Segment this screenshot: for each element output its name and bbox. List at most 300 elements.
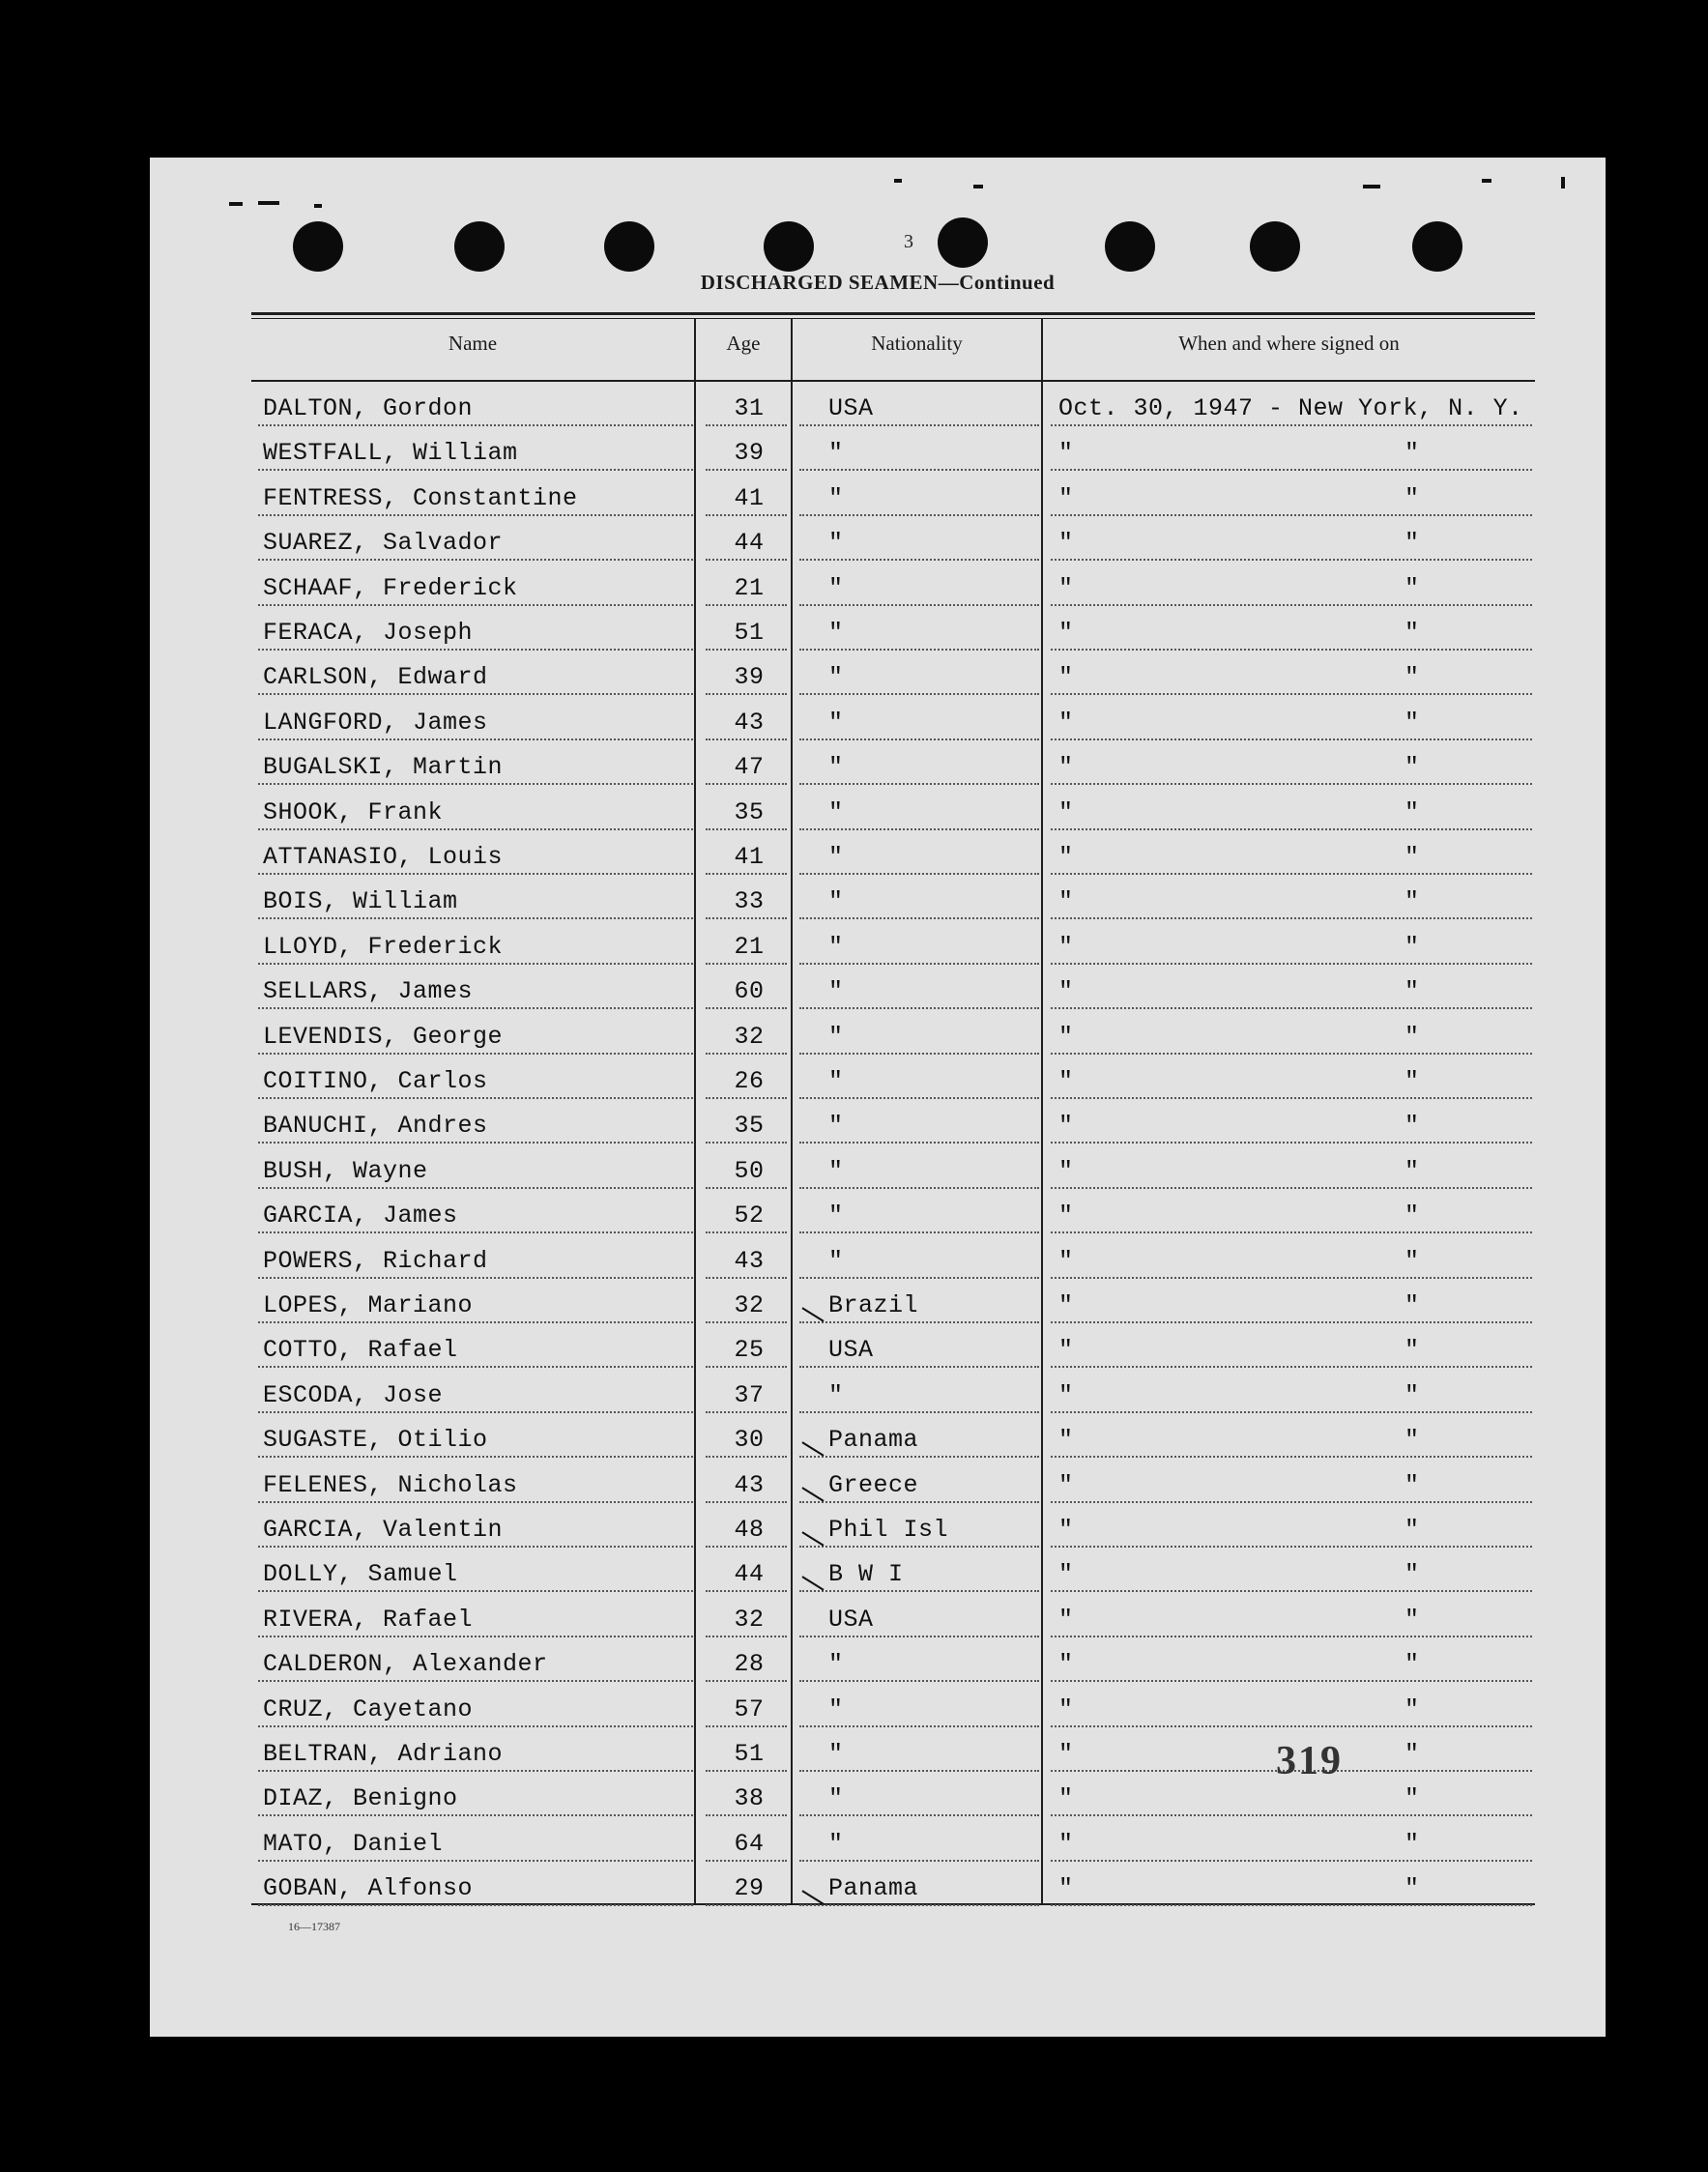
- page-stamp-number: 319: [1276, 1739, 1343, 1783]
- seaman-name: ESCODA, Jose: [263, 1380, 444, 1409]
- dotted-leader-line: [706, 873, 787, 875]
- dotted-leader-line: [706, 424, 787, 426]
- signed-on-place: ": [1404, 1067, 1420, 1095]
- seaman-nationality: Panama: [828, 1426, 919, 1455]
- dotted-leader-line: [799, 1680, 1039, 1682]
- signed-on-place: ": [1404, 1426, 1420, 1455]
- seaman-name: DALTON, Gordon: [263, 394, 474, 422]
- seaman-nationality: ": [828, 439, 844, 468]
- seaman-age: 51: [734, 1740, 765, 1768]
- check-tick-mark: [801, 1577, 824, 1591]
- dotted-leader-line: [799, 649, 1039, 651]
- dotted-leader-line: [799, 1053, 1039, 1055]
- seaman-name: DIAZ, Benigno: [263, 1784, 458, 1813]
- dotted-leader-line: [258, 1187, 693, 1189]
- seaman-age: 30: [734, 1426, 765, 1455]
- seaman-nationality: ": [828, 1156, 844, 1185]
- seaman-age: 35: [734, 797, 765, 826]
- dotted-leader-line: [799, 783, 1039, 785]
- dotted-leader-line: [1051, 1053, 1532, 1055]
- signed-on-date: ": [1058, 1022, 1074, 1051]
- table-top-rule: [251, 312, 1535, 315]
- seaman-nationality: ": [828, 663, 844, 692]
- seaman-age: 21: [734, 573, 765, 602]
- seaman-age: 44: [734, 529, 765, 558]
- check-tick-mark: [801, 1890, 824, 1904]
- dotted-leader-line: [799, 873, 1039, 875]
- seaman-name: BUSH, Wayne: [263, 1156, 428, 1185]
- dotted-leader-line: [799, 1456, 1039, 1458]
- seaman-name: DOLLY, Samuel: [263, 1560, 458, 1589]
- header-bottom-rule: [251, 380, 1535, 382]
- dotted-leader-line: [799, 1770, 1039, 1772]
- dotted-leader-line: [1051, 917, 1532, 919]
- seaman-name: FELENES, Nicholas: [263, 1470, 518, 1499]
- seaman-name: POWERS, Richard: [263, 1246, 488, 1275]
- column-header-signed-on: When and where signed on: [1178, 332, 1400, 355]
- seaman-nationality: ": [828, 1784, 844, 1813]
- dotted-leader-line: [1051, 424, 1532, 426]
- dotted-leader-line: [706, 1860, 787, 1862]
- seaman-age: 44: [734, 1560, 765, 1589]
- dotted-leader-line: [799, 963, 1039, 965]
- table-row: [150, 1639, 1606, 1684]
- dotted-leader-line: [1051, 828, 1532, 830]
- table-row: [150, 1371, 1606, 1415]
- dotted-leader-line: [706, 1231, 787, 1233]
- punch-hole: [454, 221, 505, 272]
- seaman-name: SHOOK, Frank: [263, 797, 444, 826]
- signed-on-place: ": [1404, 843, 1420, 871]
- seaman-name: LLOYD, Frederick: [263, 932, 504, 961]
- seaman-nationality: ": [828, 1022, 844, 1051]
- signed-on-place: ": [1404, 439, 1420, 468]
- dotted-leader-line: [706, 1053, 787, 1055]
- dotted-leader-line: [258, 693, 693, 695]
- seaman-age: 28: [734, 1650, 765, 1679]
- dotted-leader-line: [1051, 1725, 1532, 1727]
- signed-on-place: ": [1404, 1650, 1420, 1679]
- seaman-name: COITINO, Carlos: [263, 1067, 488, 1095]
- seaman-nationality: ": [828, 797, 844, 826]
- dotted-leader-line: [799, 1187, 1039, 1189]
- check-tick-mark: [801, 1441, 824, 1456]
- dotted-leader-line: [1051, 1411, 1532, 1413]
- dotted-leader-line: [799, 424, 1039, 426]
- check-tick-mark: [801, 1487, 824, 1501]
- dotted-leader-line: [1051, 1501, 1532, 1503]
- signed-on-place: ": [1404, 887, 1420, 916]
- dotted-leader-line: [706, 963, 787, 965]
- seaman-age: 57: [734, 1694, 765, 1723]
- signed-on-date: ": [1058, 977, 1074, 1006]
- table-row: [150, 1461, 1606, 1505]
- dotted-leader-line: [706, 828, 787, 830]
- dotted-leader-line: [258, 828, 693, 830]
- dotted-leader-line: [258, 514, 693, 516]
- dotted-leader-line: [799, 514, 1039, 516]
- seaman-nationality: ": [828, 1740, 844, 1768]
- table-row: [150, 742, 1606, 787]
- signed-on-place: ": [1404, 1202, 1420, 1231]
- dotted-leader-line: [1051, 1904, 1532, 1906]
- seaman-name: SUGASTE, Otilio: [263, 1426, 488, 1455]
- seaman-age: 43: [734, 1246, 765, 1275]
- column-header-age: Age: [726, 332, 761, 355]
- signed-on-date: ": [1058, 932, 1074, 961]
- seaman-age: 38: [734, 1784, 765, 1813]
- seaman-age: 51: [734, 619, 765, 647]
- seaman-nationality: Brazil: [828, 1291, 919, 1319]
- dotted-leader-line: [799, 1904, 1039, 1906]
- table-row: [150, 652, 1606, 697]
- signed-on-place: ": [1404, 1246, 1420, 1275]
- seaman-age: 39: [734, 663, 765, 692]
- table-row: [150, 428, 1606, 473]
- dotted-leader-line: [1051, 1321, 1532, 1323]
- seaman-name: ATTANASIO, Louis: [263, 843, 504, 871]
- dotted-leader-line: [258, 1142, 693, 1144]
- dotted-leader-line: [258, 1366, 693, 1368]
- seaman-name: COTTO, Rafael: [263, 1336, 458, 1365]
- dotted-leader-line: [799, 1007, 1039, 1009]
- seaman-nationality: ": [828, 753, 844, 782]
- dotted-leader-line: [1051, 873, 1532, 875]
- seaman-name: SUAREZ, Salvador: [263, 529, 504, 558]
- document-page: [150, 158, 1606, 2037]
- seaman-nationality: USA: [828, 1605, 874, 1634]
- seaman-name: CALDERON, Alexander: [263, 1650, 548, 1679]
- seaman-name: LOPES, Mariano: [263, 1291, 474, 1319]
- scan-speck: [1561, 177, 1565, 188]
- signed-on-place: ": [1404, 797, 1420, 826]
- signed-on-date: ": [1058, 1784, 1074, 1813]
- dotted-leader-line: [258, 1680, 693, 1682]
- signed-on-date: ": [1058, 1874, 1074, 1903]
- signed-on-date: ": [1058, 1470, 1074, 1499]
- signed-on-place: ": [1404, 1740, 1420, 1768]
- signed-on-date: ": [1058, 1202, 1074, 1231]
- table-row: [150, 1595, 1606, 1639]
- dotted-leader-line: [258, 1007, 693, 1009]
- table-row: [150, 1864, 1606, 1908]
- check-tick-mark: [801, 1531, 824, 1546]
- dotted-leader-line: [799, 1411, 1039, 1413]
- seaman-age: 39: [734, 439, 765, 468]
- dotted-leader-line: [1051, 469, 1532, 471]
- seaman-nationality: ": [828, 1202, 844, 1231]
- signed-on-date: ": [1058, 1426, 1074, 1455]
- dotted-leader-line: [1051, 1366, 1532, 1368]
- seaman-name: BUGALSKI, Martin: [263, 753, 504, 782]
- dotted-leader-line: [706, 1007, 787, 1009]
- dotted-leader-line: [1051, 693, 1532, 695]
- dotted-leader-line: [799, 559, 1039, 561]
- dotted-leader-line: [1051, 1142, 1532, 1144]
- dotted-leader-line: [1051, 604, 1532, 606]
- seaman-name: SCHAAF, Frederick: [263, 573, 518, 602]
- table-row: [150, 1191, 1606, 1235]
- signed-on-place: ": [1404, 1156, 1420, 1185]
- scan-speck: [1482, 179, 1491, 183]
- seaman-age: 50: [734, 1156, 765, 1185]
- dotted-leader-line: [706, 514, 787, 516]
- signed-on-date: ": [1058, 1380, 1074, 1409]
- dotted-leader-line: [258, 1097, 693, 1099]
- seaman-age: 41: [734, 843, 765, 871]
- signed-on-date: ": [1058, 1291, 1074, 1319]
- dotted-leader-line: [1051, 1680, 1532, 1682]
- dotted-leader-line: [799, 1636, 1039, 1637]
- dotted-leader-line: [1051, 1636, 1532, 1637]
- punch-hole: [938, 217, 988, 268]
- table-row: [150, 608, 1606, 652]
- table-row: [150, 1057, 1606, 1101]
- dotted-leader-line: [706, 783, 787, 785]
- seaman-nationality: Greece: [828, 1470, 919, 1499]
- dotted-leader-line: [799, 1366, 1039, 1368]
- seaman-name: FERACA, Joseph: [263, 619, 474, 647]
- dotted-leader-line: [799, 693, 1039, 695]
- signed-on-date: ": [1058, 663, 1074, 692]
- dotted-leader-line: [1051, 1456, 1532, 1458]
- scan-speck: [258, 201, 279, 205]
- seaman-nationality: ": [828, 619, 844, 647]
- signed-on-place: ": [1404, 932, 1420, 961]
- punch-hole: [1250, 221, 1300, 272]
- seaman-name: BANUCHI, Andres: [263, 1112, 488, 1141]
- seaman-age: 52: [734, 1202, 765, 1231]
- dotted-leader-line: [799, 1097, 1039, 1099]
- signed-on-date: ": [1058, 1829, 1074, 1858]
- seaman-nationality: ": [828, 483, 844, 512]
- dotted-leader-line: [1051, 783, 1532, 785]
- dotted-leader-line: [706, 1904, 787, 1906]
- dotted-leader-line: [706, 1366, 787, 1368]
- seaman-nationality: ": [828, 887, 844, 916]
- dotted-leader-line: [258, 1770, 693, 1772]
- signed-on-place: ": [1404, 1022, 1420, 1051]
- table-row: [150, 832, 1606, 877]
- signed-on-place: ": [1404, 1470, 1420, 1499]
- seaman-nationality: ": [828, 529, 844, 558]
- table-row: [150, 518, 1606, 563]
- signed-on-date: ": [1058, 887, 1074, 916]
- dotted-leader-line: [706, 693, 787, 695]
- signed-on-place: ": [1404, 1112, 1420, 1141]
- dotted-leader-line: [258, 963, 693, 965]
- dotted-leader-line: [1051, 963, 1532, 965]
- seaman-nationality: ": [828, 1829, 844, 1858]
- dotted-leader-line: [799, 1501, 1039, 1503]
- dotted-leader-line: [706, 738, 787, 740]
- seaman-nationality: ": [828, 1650, 844, 1679]
- dotted-leader-line: [258, 604, 693, 606]
- table-row: [150, 877, 1606, 921]
- signed-on-place: ": [1404, 708, 1420, 737]
- dotted-leader-line: [1051, 1277, 1532, 1279]
- seaman-age: 37: [734, 1380, 765, 1409]
- signed-on-date: ": [1058, 619, 1074, 647]
- column-header-name: Name: [448, 332, 498, 355]
- signed-on-place: ": [1404, 1694, 1420, 1723]
- dotted-leader-line: [706, 1142, 787, 1144]
- dotted-leader-line: [258, 738, 693, 740]
- seaman-name: GOBAN, Alfonso: [263, 1874, 474, 1903]
- signed-on-date: ": [1058, 573, 1074, 602]
- dotted-leader-line: [1051, 1231, 1532, 1233]
- seaman-nationality: ": [828, 977, 844, 1006]
- dotted-leader-line: [1051, 1814, 1532, 1816]
- signed-on-place: ": [1404, 1380, 1420, 1409]
- dotted-leader-line: [1051, 649, 1532, 651]
- seaman-age: 35: [734, 1112, 765, 1141]
- punch-hole: [764, 221, 814, 272]
- dotted-leader-line: [706, 1770, 787, 1772]
- seaman-age: 48: [734, 1516, 765, 1544]
- section-title: DISCHARGED SEAMEN—Continued: [700, 271, 1056, 294]
- signed-on-place: ": [1404, 1605, 1420, 1634]
- signed-on-date-place: Oct. 30, 1947 - New York, N. Y.: [1058, 394, 1523, 422]
- dotted-leader-line: [706, 1187, 787, 1189]
- signed-on-place: ": [1404, 1336, 1420, 1365]
- seaman-name: BELTRAN, Adriano: [263, 1740, 504, 1768]
- table-row: [150, 474, 1606, 518]
- dotted-leader-line: [1051, 1097, 1532, 1099]
- signed-on-place: ": [1404, 529, 1420, 558]
- seaman-age: 32: [734, 1022, 765, 1051]
- table-row: [150, 922, 1606, 967]
- dotted-leader-line: [258, 1860, 693, 1862]
- dotted-leader-line: [258, 783, 693, 785]
- seaman-nationality: ": [828, 1380, 844, 1409]
- seaman-name: CRUZ, Cayetano: [263, 1694, 474, 1723]
- seaman-nationality: ": [828, 1694, 844, 1723]
- dotted-leader-line: [799, 1590, 1039, 1592]
- signed-on-date: ": [1058, 483, 1074, 512]
- signed-on-date: ": [1058, 843, 1074, 871]
- dotted-leader-line: [799, 1814, 1039, 1816]
- table-row: [150, 1774, 1606, 1818]
- dotted-leader-line: [706, 1277, 787, 1279]
- dotted-leader-line: [706, 1097, 787, 1099]
- dotted-leader-line: [706, 1321, 787, 1323]
- dotted-leader-line: [258, 649, 693, 651]
- table-row: [150, 1281, 1606, 1325]
- table-row: [150, 698, 1606, 742]
- dotted-leader-line: [258, 1636, 693, 1637]
- dotted-leader-line: [1051, 1546, 1532, 1548]
- dotted-leader-line: [706, 917, 787, 919]
- punch-hole: [1412, 221, 1462, 272]
- dotted-leader-line: [258, 424, 693, 426]
- page-number: 3: [904, 231, 913, 252]
- seaman-name: GARCIA, James: [263, 1202, 458, 1231]
- dotted-leader-line: [1051, 559, 1532, 561]
- seaman-nationality: Panama: [828, 1874, 919, 1903]
- dotted-leader-line: [799, 917, 1039, 919]
- signed-on-date: ": [1058, 1605, 1074, 1634]
- signed-on-date: ": [1058, 1336, 1074, 1365]
- seaman-nationality: ": [828, 573, 844, 602]
- form-number: 16—17387: [288, 1920, 340, 1933]
- dotted-leader-line: [706, 1814, 787, 1816]
- seaman-name: CARLSON, Edward: [263, 663, 488, 692]
- dotted-leader-line: [799, 1231, 1039, 1233]
- signed-on-place: ": [1404, 1560, 1420, 1589]
- table-row: [150, 564, 1606, 608]
- dotted-leader-line: [706, 1590, 787, 1592]
- seaman-name: LANGFORD, James: [263, 708, 488, 737]
- dotted-leader-line: [1051, 1187, 1532, 1189]
- dotted-leader-line: [706, 1680, 787, 1682]
- seaman-nationality: ": [828, 843, 844, 871]
- dotted-leader-line: [258, 1456, 693, 1458]
- signed-on-place: ": [1404, 573, 1420, 602]
- dotted-leader-line: [706, 1636, 787, 1637]
- seaman-name: BOIS, William: [263, 887, 458, 916]
- dotted-leader-line: [706, 1546, 787, 1548]
- signed-on-place: ": [1404, 753, 1420, 782]
- table-row: [150, 1236, 1606, 1281]
- dotted-leader-line: [258, 1725, 693, 1727]
- signed-on-date: ": [1058, 529, 1074, 558]
- seaman-nationality: ": [828, 932, 844, 961]
- seaman-nationality: Phil Isl: [828, 1516, 949, 1544]
- dotted-leader-line: [1051, 1860, 1532, 1862]
- seaman-age: 41: [734, 483, 765, 512]
- signed-on-place: ": [1404, 1874, 1420, 1903]
- seaman-name: RIVERA, Rafael: [263, 1605, 474, 1634]
- seaman-name: GARCIA, Valentin: [263, 1516, 504, 1544]
- table-row: [150, 1549, 1606, 1594]
- dotted-leader-line: [706, 1725, 787, 1727]
- signed-on-place: ": [1404, 1784, 1420, 1813]
- column-header-nationality: Nationality: [871, 332, 963, 355]
- seaman-age: 64: [734, 1829, 765, 1858]
- dotted-leader-line: [258, 1501, 693, 1503]
- punch-hole: [604, 221, 654, 272]
- dotted-leader-line: [258, 1053, 693, 1055]
- signed-on-place: ": [1404, 483, 1420, 512]
- seaman-nationality: ": [828, 1112, 844, 1141]
- seaman-nationality: B W I: [828, 1560, 904, 1589]
- seaman-age: 31: [734, 394, 765, 422]
- seaman-age: 33: [734, 887, 765, 916]
- seaman-age: 60: [734, 977, 765, 1006]
- seaman-name: WESTFALL, William: [263, 439, 518, 468]
- seaman-name: MATO, Daniel: [263, 1829, 444, 1858]
- seaman-age: 21: [734, 932, 765, 961]
- dotted-leader-line: [1051, 514, 1532, 516]
- dotted-leader-line: [1051, 738, 1532, 740]
- punch-hole: [1105, 221, 1155, 272]
- table-row: [150, 1415, 1606, 1460]
- dotted-leader-line: [258, 1231, 693, 1233]
- signed-on-date: ": [1058, 1740, 1074, 1768]
- table-row: [150, 1101, 1606, 1145]
- signed-on-date: ": [1058, 439, 1074, 468]
- dotted-leader-line: [258, 917, 693, 919]
- dotted-leader-line: [799, 469, 1039, 471]
- dotted-leader-line: [258, 1590, 693, 1592]
- signed-on-date: ": [1058, 1112, 1074, 1141]
- table-row: [150, 1325, 1606, 1370]
- dotted-leader-line: [706, 1501, 787, 1503]
- dotted-leader-line: [258, 1277, 693, 1279]
- seaman-nationality: USA: [828, 1336, 874, 1365]
- dotted-leader-line: [799, 1277, 1039, 1279]
